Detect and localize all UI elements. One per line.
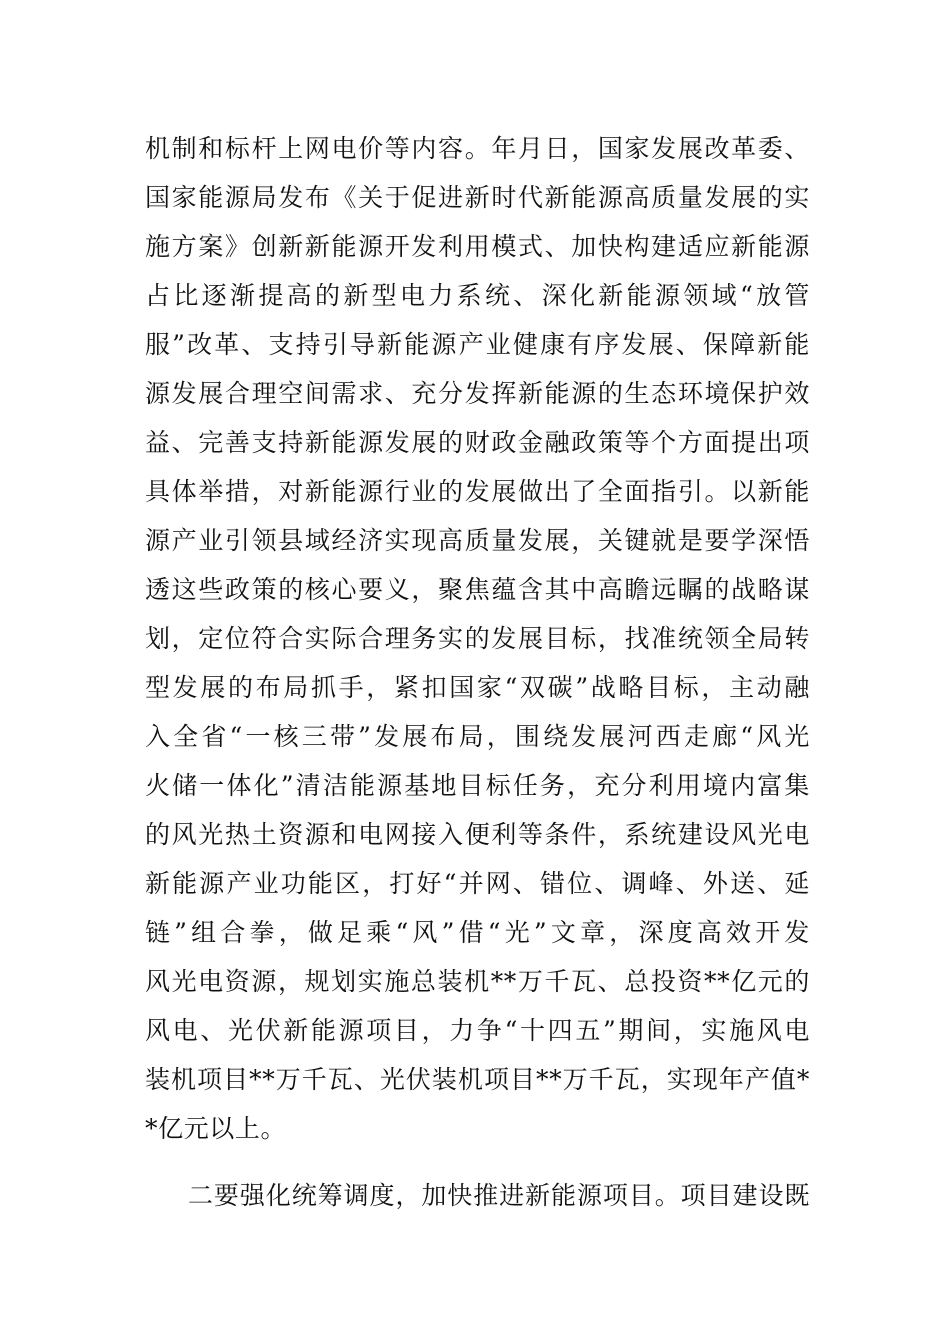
text-line: 源产业引领县域经济实现高质量发展，关键就是要学深悟 (145, 526, 810, 555)
text-line: 风电、光伏新能源项目，力争“十四五”期间，实施风电 (145, 1016, 810, 1045)
paragraph-start-line: 二要强化统筹调度，加快推进新能源项目。项目建设既 (188, 1181, 810, 1210)
text-line: 风光电资源，规划实施总装机**万千瓦、总投资**亿元的 (145, 967, 810, 996)
text-line: 火储一体化”清洁能源基地目标任务，充分利用境内富集 (145, 771, 810, 800)
text-line: 入全省“一核三带”发展布局，围绕发展河西走廊“风光 (145, 722, 810, 751)
text-line: 装机项目**万千瓦、光伏装机项目**万千瓦，实现年产值* (145, 1065, 810, 1094)
text-line: 源发展合理空间需求、充分发挥新能源的生态环境保护效 (145, 379, 810, 408)
text-line: *亿元以上。 (145, 1114, 287, 1143)
text-line: 机制和标杆上网电价等内容。年月日，国家发展改革委、 (145, 134, 810, 163)
text-line: 的风光热土资源和电网接入便利等条件，系统建设风光电 (145, 820, 810, 849)
text-line: 链”组合拳，做足乘“风”借“光”文章，深度高效开发 (145, 918, 810, 947)
text-line: 占比逐渐提高的新型电力系统、深化新能源领域“放管 (145, 281, 810, 310)
text-line: 透这些政策的核心要义，聚焦蕴含其中高瞻远瞩的战略谋 (145, 575, 810, 604)
text-line: 服”改革、支持引导新能源产业健康有序发展、保障新能 (145, 330, 810, 359)
text-line: 型发展的布局抓手，紧扣国家“双碳”战略目标，主动融 (145, 673, 810, 702)
text-line: 划，定位符合实际合理务实的发展目标，找准统领全局转 (145, 624, 810, 653)
text-line: 国家能源局发布《关于促进新时代新能源高质量发展的实 (145, 183, 810, 212)
text-line: 益、完善支持新能源发展的财政金融政策等个方面提出项 (145, 428, 810, 457)
text-line: 具体举措，对新能源行业的发展做出了全面指引。以新能 (145, 477, 810, 506)
text-line: 施方案》创新新能源开发利用模式、加快构建适应新能源 (145, 232, 810, 261)
text-line: 新能源产业功能区，打好“并网、错位、调峰、外送、延 (145, 869, 810, 898)
